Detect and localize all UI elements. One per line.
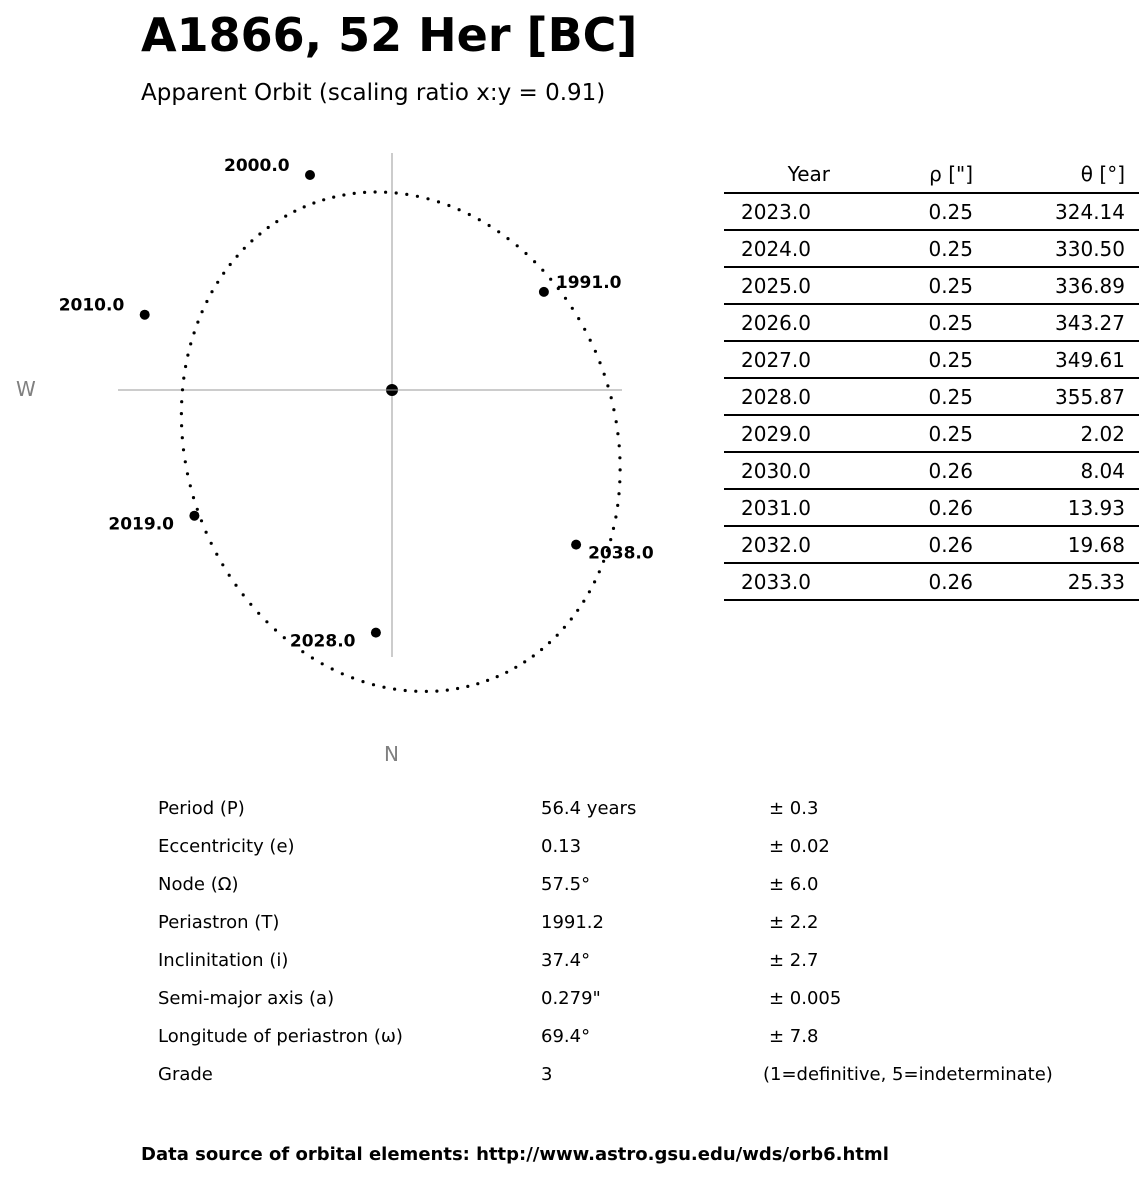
orbit-plot [0,130,680,780]
theta-cell: 324.14 [973,193,1139,230]
element-value: 0.279" [541,988,601,1009]
orbit-dot [446,689,449,692]
orbit-dot [384,191,387,194]
orbit-dot [606,384,609,387]
header-year: Year [724,156,876,193]
element-name: Longitude of periastron (ω) [158,1026,403,1047]
orbit-dot [404,689,407,692]
orbit-dot [617,492,620,495]
orbit-dot [192,496,195,499]
element-error: (1=definitive, 5=indeterminate) [763,1064,1053,1085]
element-error: ± 2.2 [769,912,819,933]
orbit-dot [618,444,621,447]
orbit-dot [374,190,377,193]
year-cell: 2030.0 [724,452,876,489]
element-name: Inclinitation (i) [158,950,289,971]
orbit-dot [196,321,199,324]
orbit-dot [181,436,184,439]
theta-cell: 8.04 [973,452,1139,489]
element-name: Node (Ω) [158,874,239,895]
orbit-dot [506,237,509,240]
orbit-dot [618,480,621,483]
element-name: Grade [158,1064,213,1085]
data-source-footer: Data source of orbital elements: http://www.astro.gsu.edu/wds/orb6.html [141,1144,889,1165]
orbit-dot [582,600,585,603]
epoch-label: 2028.0 [289,631,356,652]
orbit-dot [293,210,296,213]
orbit-dot [186,354,189,357]
orbit-dot [372,683,375,686]
orbit-dot [361,680,364,683]
orbit-dot [478,218,481,221]
orbit-dot [612,408,615,411]
element-value: 69.4° [541,1026,591,1047]
element-name: Periastron (T) [158,912,280,933]
orbit-dot [594,350,597,353]
orbit-dot [593,580,596,583]
orbit-dot [331,667,334,670]
orbit-dot [265,620,268,623]
orbit-dot [189,484,192,487]
element-name: Period (P) [158,798,245,819]
orbit-dot [201,310,204,313]
rho-cell: 0.26 [876,489,973,526]
theta-cell: 336.89 [973,267,1139,304]
element-error: ± 2.7 [769,950,819,971]
orbit-dot [616,432,619,435]
orbit-dot [577,317,580,320]
orbit-dot [486,679,489,682]
orbit-dot [267,226,270,229]
year-cell: 2025.0 [724,267,876,304]
orbit-dot [216,281,219,284]
orbit-dot [222,272,225,275]
year-cell: 2027.0 [724,341,876,378]
theta-cell: 349.61 [973,341,1139,378]
orbit-dot [598,361,601,364]
orbit-dot [243,247,246,250]
orbit-dot [456,687,459,690]
orbit-dot [416,195,419,198]
orbit-dot [563,626,566,629]
orbit-dot [341,672,344,675]
orbit-dot [311,656,314,659]
element-value: 1991.2 [541,912,604,933]
table-row [724,452,1139,489]
chart-subtitle: Apparent Orbit (scaling ratio x:y = 0.91) [141,80,606,106]
orbit-dot [393,688,396,691]
orbit-dot [516,244,519,247]
theta-cell: 343.27 [973,304,1139,341]
orbit-dot [363,191,366,194]
orbit-dot [284,215,287,218]
orbit-dot [447,204,450,207]
orbit-dot [249,603,252,606]
orbit-dot [205,531,208,534]
rho-cell: 0.26 [876,563,973,600]
orbit-dot [205,300,208,303]
element-name: Semi-major axis (a) [158,988,335,1009]
theta-cell: 2.02 [973,415,1139,452]
element-value: 56.4 years [541,798,637,819]
orbit-dot [332,196,335,199]
theta-cell: 355.87 [973,378,1139,415]
orbit-dot [458,208,461,211]
orbit-dot [342,193,345,196]
rho-cell: 0.25 [876,193,973,230]
orbit-dot [200,519,203,522]
orbit-dot [351,676,354,679]
year-cell: 2028.0 [724,378,876,415]
ephemeris-header-row [724,156,1139,193]
orbit-dot [181,388,184,391]
orbit-dot [549,278,552,281]
orbit-dot [548,641,551,644]
orbit-dot [414,690,417,693]
year-cell: 2023.0 [724,193,876,230]
element-error: ± 0.005 [769,988,842,1009]
orbit-dot [242,593,245,596]
orbit-dot [215,553,218,556]
orbit-dot [505,671,508,674]
orbit-dot [496,675,499,678]
theta-cell: 330.50 [973,230,1139,267]
orbit-dot [612,527,615,530]
orbit-dot [210,542,213,545]
orbit-dot [564,297,567,300]
orbit-dot [182,448,185,451]
year-cell: 2026.0 [724,304,876,341]
chart-title: A1866, 52 Her [BC] [141,8,638,62]
orbit-dot [533,260,536,263]
orbit-dot [619,468,622,471]
epoch-label: 2038.0 [588,543,654,564]
orbit-dot [435,690,438,693]
year-cell: 2031.0 [724,489,876,526]
orbit-dot [257,612,260,615]
orbit-dot [221,563,224,566]
rho-cell: 0.26 [876,452,973,489]
orbit-dot [180,400,183,403]
element-error: ± 0.02 [769,836,830,857]
rho-cell: 0.25 [876,341,973,378]
orbit-dot [236,255,239,258]
orbit-dot [532,654,535,657]
element-value: 3 [541,1064,553,1085]
element-error: ± 6.0 [769,874,819,895]
orbit-dot [466,685,469,688]
epoch-point [140,310,150,320]
orbit-dot [614,515,617,518]
table-row [724,230,1139,267]
orbit-dot [603,373,606,376]
orbit-dot [283,636,286,639]
orbit-dot [275,220,278,223]
epoch-point [539,287,549,297]
orbit-dot [229,263,232,266]
orbit-dot [589,339,592,342]
orbit-dot [437,200,440,203]
rho-cell: 0.25 [876,267,973,304]
orbit-dot [615,420,618,423]
epoch-markers [59,156,654,652]
epoch-point [571,540,581,550]
rho-cell: 0.26 [876,526,973,563]
header-rho: ρ ["] [876,156,973,193]
orbit-dot [541,269,544,272]
element-error: ± 7.8 [769,1026,819,1047]
header-theta: θ [°] [973,156,1139,193]
north-label: N [384,742,399,766]
epoch-point [371,628,381,638]
orbit-dot [476,682,479,685]
orbit-dot [184,460,187,463]
orbit-dot [189,342,192,345]
orbit-dot [540,648,543,651]
rho-cell: 0.25 [876,230,973,267]
orbit-dot [322,198,325,201]
table-row [724,304,1139,341]
table-row [724,489,1139,526]
orbit-dot [196,508,199,511]
orbit-dot [353,192,356,195]
orbit-dot [382,686,385,689]
year-cell: 2033.0 [724,563,876,600]
rho-cell: 0.25 [876,378,973,415]
west-label: W [16,377,36,401]
table-row [724,563,1139,600]
orbit-dot [598,570,601,573]
orbit-dot [250,239,253,242]
orbit-dot [228,574,231,577]
orbit-dot [184,365,187,368]
year-cell: 2024.0 [724,230,876,267]
orbit-dot [570,617,573,620]
year-cell: 2029.0 [724,415,876,452]
year-cell: 2032.0 [724,526,876,563]
rho-cell: 0.25 [876,415,973,452]
orbit-dot [588,590,591,593]
table-row [724,267,1139,304]
orbit-dot [497,230,500,233]
element-error: ± 0.3 [769,798,819,819]
theta-cell: 13.93 [973,489,1139,526]
orbit-dot [405,193,408,196]
table-row [724,341,1139,378]
orbit-dot [234,584,237,587]
theta-cell: 25.33 [973,563,1139,600]
orbit-dot [182,377,185,380]
element-name: Eccentricity (e) [158,836,295,857]
element-value: 37.4° [541,950,591,971]
orbit-dot [571,307,574,310]
table-row [724,378,1139,415]
element-value: 0.13 [541,836,582,857]
orbit-dot [618,456,621,459]
orbit-dot [425,690,428,693]
orbit-dot [303,205,306,208]
table-row [724,526,1139,563]
orbit-dot [180,424,183,427]
element-value: 57.5° [541,874,591,895]
orbit-dot [523,660,526,663]
ephemeris-table [724,156,1139,601]
epoch-label: 2019.0 [108,514,175,535]
orbit-dot [395,191,398,194]
theta-cell: 19.68 [973,526,1139,563]
orbit-dot [524,252,527,255]
orbit-dot [210,290,213,293]
orbit-dot [610,396,613,399]
orbit-dot [193,331,196,334]
rho-cell: 0.25 [876,304,973,341]
orbit-dot [186,472,189,475]
table-row [724,193,1139,230]
orbit-dot [583,328,586,331]
orbit-dot [576,609,579,612]
orbit-dot [514,666,517,669]
epoch-label: 2000.0 [224,156,290,176]
epoch-label: 1991.0 [555,272,622,293]
epoch-point [189,511,199,521]
orbit-dot [312,201,315,204]
orbit-dot [426,197,429,200]
orbit-path [180,190,622,693]
orbit-dot [488,224,491,227]
orbit-dot [274,628,277,631]
epoch-label: 2010.0 [58,295,125,316]
orbit-dot [556,634,559,637]
orbit-dot [609,538,612,541]
orbit-dot [258,232,261,235]
orbit-dot [321,662,324,665]
epoch-point [305,170,315,180]
orbit-dot [180,412,183,415]
table-row [724,415,1139,452]
orbit-dot [616,504,619,507]
orbit-dot [468,213,471,216]
